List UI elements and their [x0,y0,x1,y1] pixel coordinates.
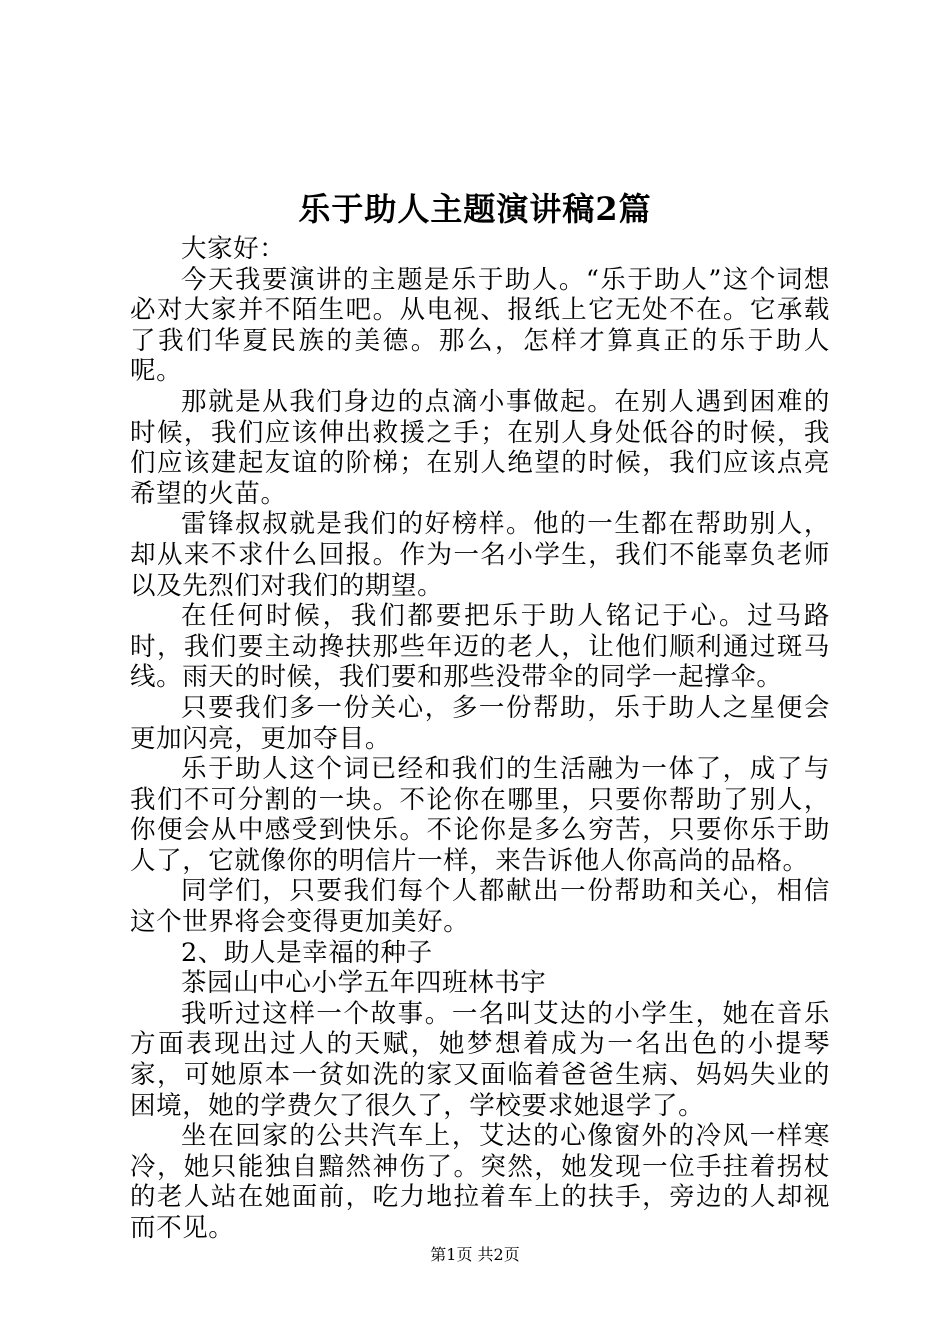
paragraph: 我听过这样一个故事。一名叫艾达的小学生，她在音乐方面表现出过人的天赋，她梦想着成为一名出色的小提琴家，可她原本一贫如洗的家又面临着爸爸生病、妈妈失业的困境，她的学费欠了很久了，学校要求她退学了。 [130,998,830,1121]
author-line: 茶园山中心小学五年四班林书宇 [181,968,547,999]
page-footer: 第1页 共2页 [430,1245,520,1264]
paragraph: 乐于助人这个词已经和我们的生活融为一体了，成了与我们不可分割的一块。不论你在哪里，只要你帮助了别人，你便会从中感受到快乐。不论你是多么穷苦，只要你乐于助人了，它就像你的明信片一样，来告诉他人你高尚的品格。 [130,754,830,876]
paragraph: 坐在回家的公共汽车上，艾达的心像窗外的冷风一样寒冷，她只能独自黯然神伤了。突然，她发现一位手拄着拐杖的老人站在她面前，吃力地拉着车上的扶手，旁边的人却视而不见。 [130,1121,830,1243]
section-heading: 2、助人是幸福的种子 [181,937,433,968]
paragraph: 同学们，只要我们每个人都献出一份帮助和关心，相信这个世界将会变得更加美好。 [130,876,830,938]
paragraph: 大家好： [181,234,286,264]
paragraph: 雷锋叔叔就是我们的好榜样。他的一生都在帮助别人，却从来不求什么回报。作为一名小学生，我们不能辜负老师以及先烈们对我们的期望。 [130,509,830,601]
paragraph: 只要我们多一份关心，多一份帮助，乐于助人之星便会更加闪亮，更加夺目。 [130,692,830,754]
paragraph: 那就是从我们身边的点滴小事做起。在别人遇到困难的时候，我们应该伸出救援之手；在别人身处低谷的时候，我们应该建起友谊的阶梯；在别人绝望的时候，我们应该点亮希望的火苗。 [130,386,830,509]
paragraph: 今天我要演讲的主题是乐于助人。“乐于助人”这个词想必对大家并不陌生吧。从电视、报纸上它无处不在。它承载了我们华夏民族的美德。那么，怎样才算真正的乐于助人呢。 [130,264,830,387]
document-title: 乐于助人主题演讲稿2篇 [298,190,652,228]
document-body [130,234,830,1244]
paragraph: 在任何时候，我们都要把乐于助人铭记于心。过马路时，我们要主动搀扶那些年迈的老人，让他们顺利通过斑马线。雨天的时候，我们要和那些没带伞的同学一起撑伞。 [130,601,830,693]
